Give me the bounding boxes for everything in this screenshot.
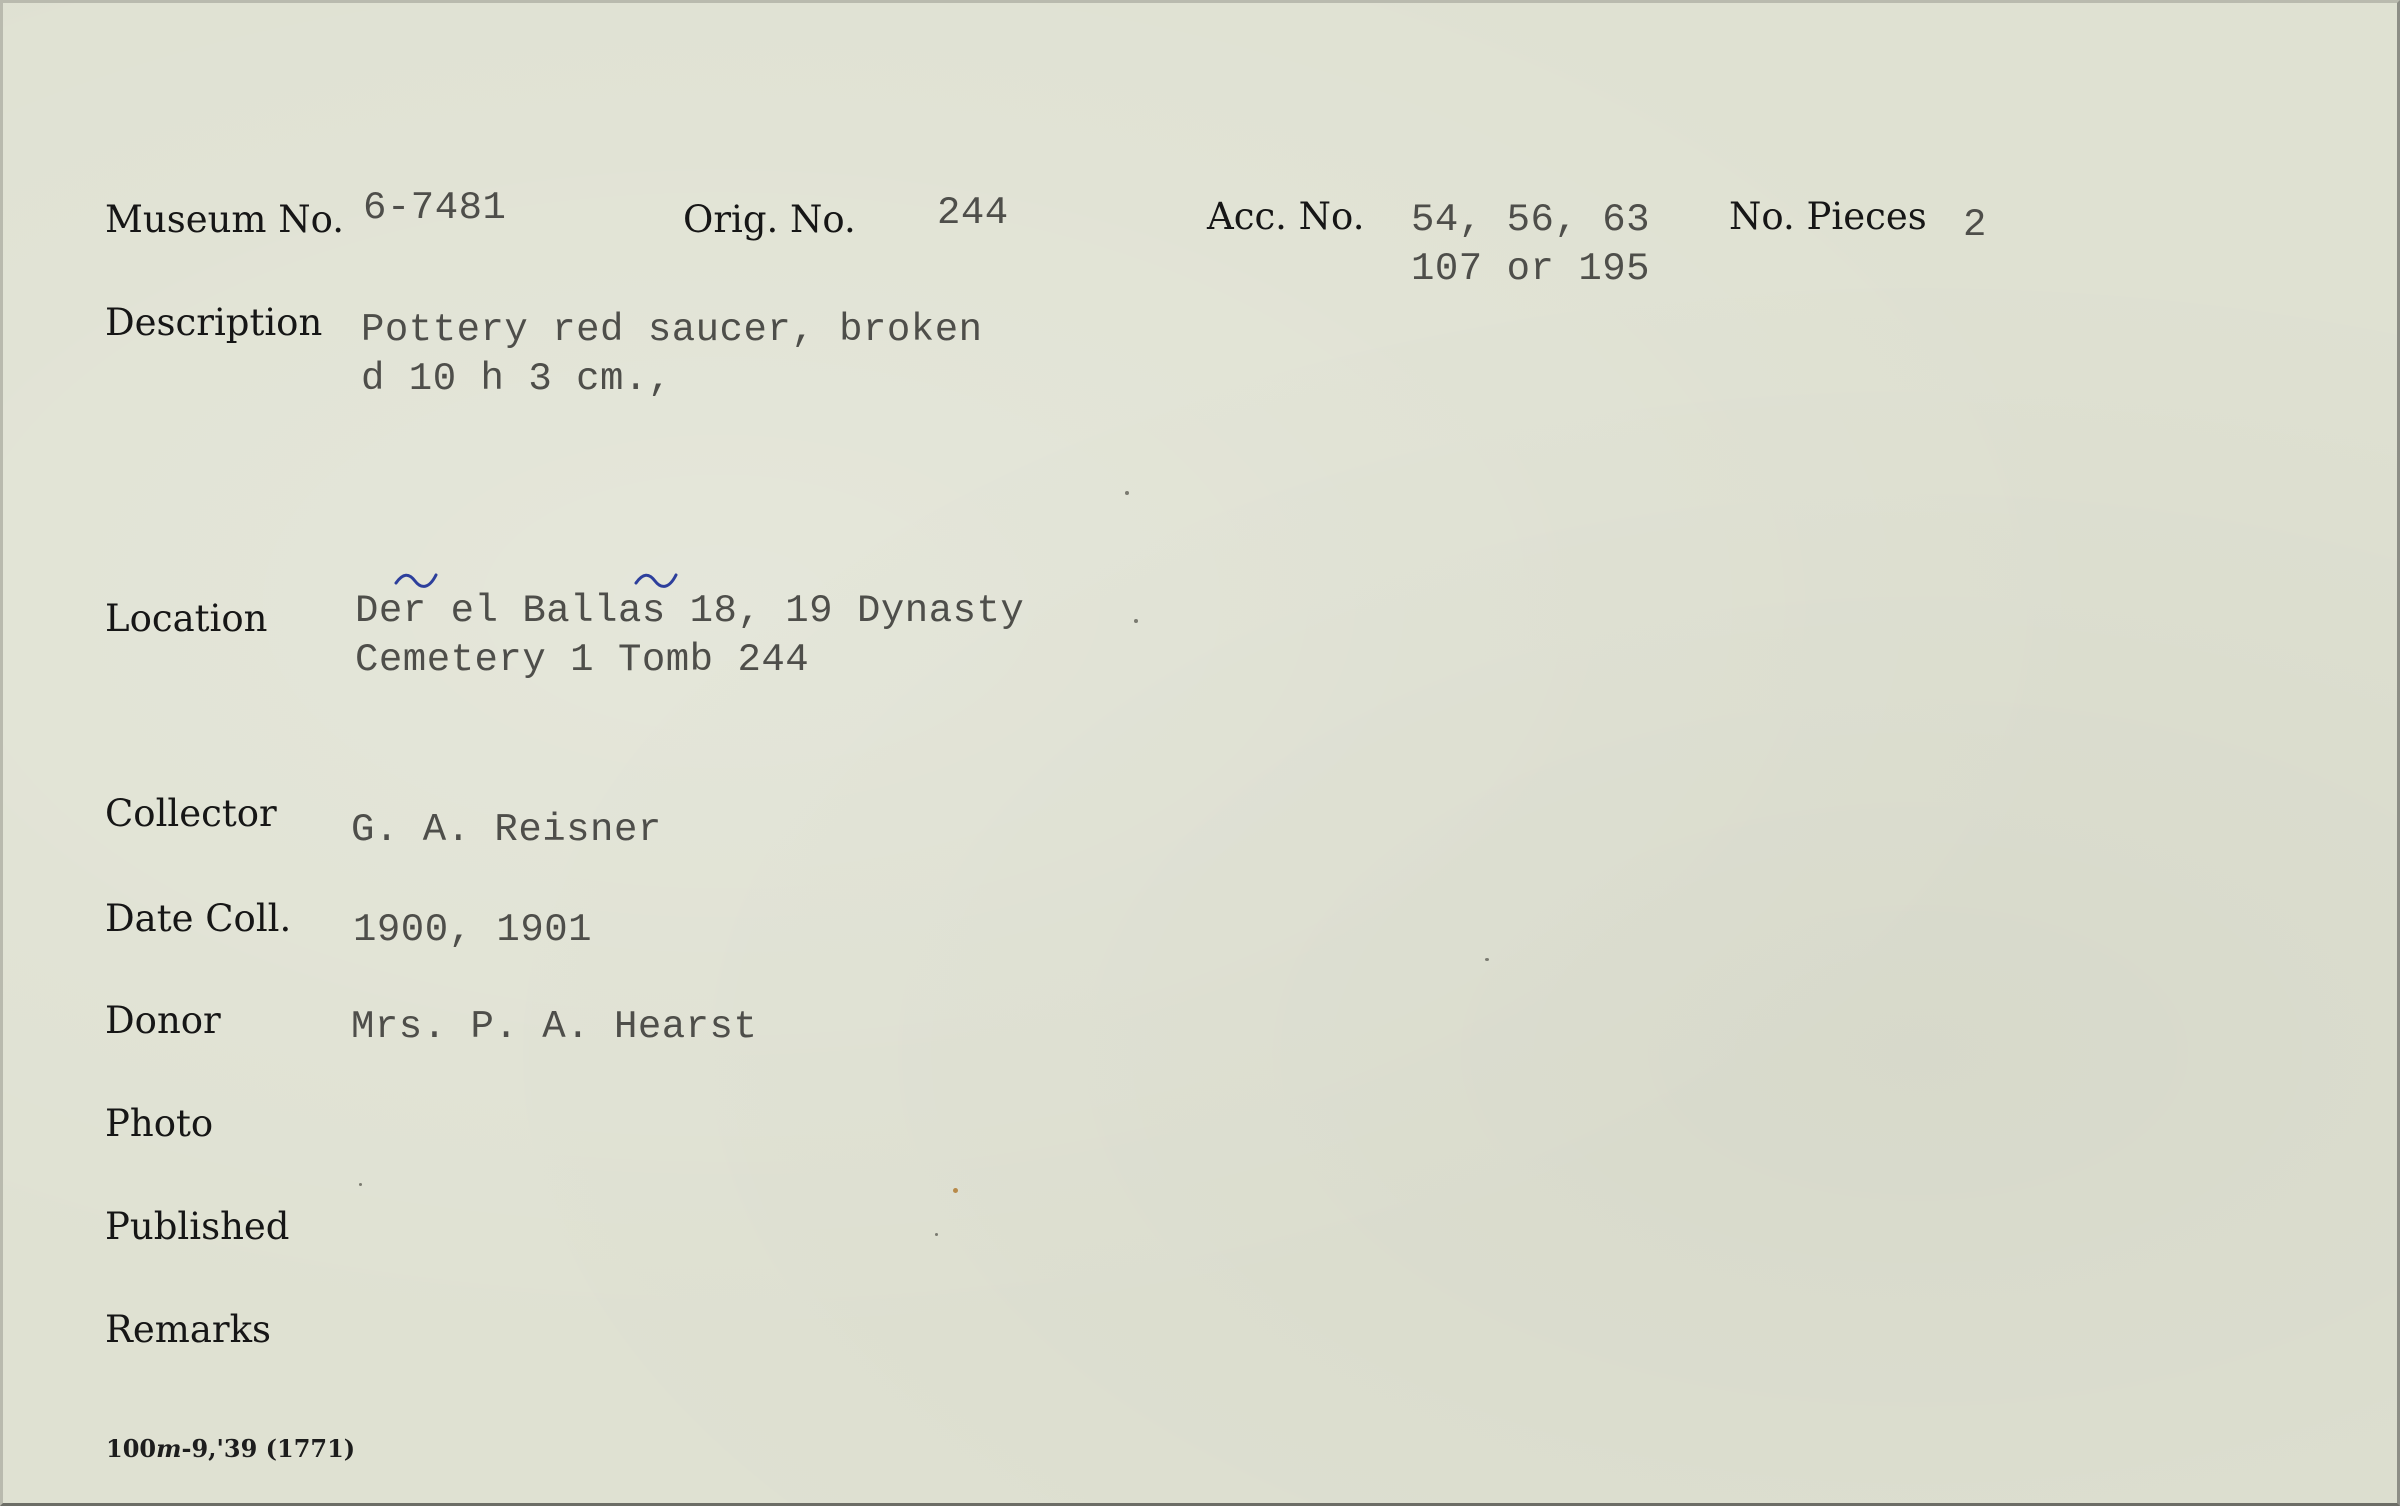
orig-no-label: Orig. No. (683, 198, 856, 241)
description-value (361, 306, 983, 404)
donor-value: Mrs. P. A. Hearst (351, 1005, 758, 1049)
paper-speck (1134, 619, 1138, 623)
location-line-1: Der el Ballas 18, 19 Dynasty (355, 589, 1025, 633)
donor-label: Donor (105, 999, 221, 1042)
published-label: Published (105, 1205, 290, 1248)
acc-no-line-2: 107 or 195 (1411, 247, 1651, 291)
location-value (355, 587, 1024, 685)
tilde-mark-icon (393, 569, 439, 591)
paper-speck (953, 1188, 958, 1193)
paper-speck (1125, 491, 1129, 495)
date-coll-label: Date Coll. (105, 897, 292, 940)
no-pieces-label: No. Pieces (1729, 195, 1927, 238)
print-code-unit: m (156, 1434, 182, 1463)
location-label: Location (105, 597, 268, 640)
paper-speck (935, 1233, 938, 1236)
print-code-prefix: 100 (106, 1434, 157, 1463)
tilde-mark-icon (633, 569, 679, 591)
museum-no-label: Museum No. (105, 198, 345, 241)
location-line-2: Cemetery 1 Tomb 244 (355, 638, 810, 682)
paper-speck (1485, 958, 1489, 961)
print-code (106, 1434, 356, 1463)
remarks-label: Remarks (105, 1308, 271, 1351)
no-pieces-value: 2 (1963, 203, 1987, 247)
orig-no-value: 244 (937, 191, 1009, 235)
description-line-2: d 10 h 3 cm., (361, 357, 672, 401)
acc-no-value (1411, 196, 1650, 294)
photo-label: Photo (105, 1102, 214, 1145)
date-coll-value: 1900, 1901 (353, 908, 593, 952)
museum-no-value: 6-7481 (363, 186, 507, 230)
acc-no-line-1: 54, 56, 63 (1411, 198, 1651, 242)
acc-no-label: Acc. No. (1207, 195, 1365, 238)
paper-speck (359, 1183, 362, 1186)
description-label: Description (105, 301, 323, 344)
description-line-1: Pottery red saucer, broken (361, 308, 983, 352)
collector-value: G. A. Reisner (351, 808, 662, 852)
collector-label: Collector (105, 792, 277, 835)
print-code-suffix: -9,'39 (1771) (181, 1434, 356, 1463)
